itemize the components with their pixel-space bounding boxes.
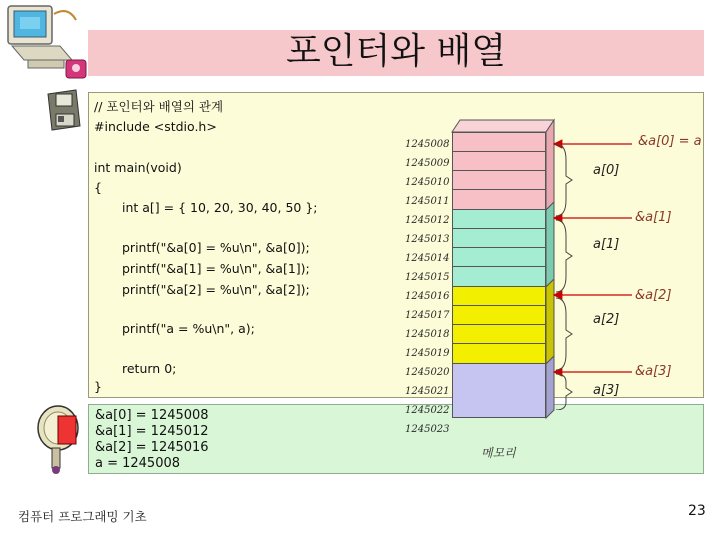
code-printf-a1: printf("&a[1] = %u\n", &a[1]); (122, 261, 310, 276)
element-brace (556, 374, 572, 410)
pointer-label: &a[1] (635, 210, 672, 225)
page-number: 23 (688, 503, 706, 519)
code-printf-a: printf("a = %u\n", a); (122, 321, 255, 336)
memory-cell (452, 209, 546, 229)
memory-address: 1245019 (405, 348, 450, 359)
arrows-and-braces (540, 120, 700, 410)
memory-cell (452, 363, 546, 418)
memory-address: 1245008 (405, 139, 450, 150)
floppy-disk-icon (44, 88, 84, 132)
memory-cell (452, 343, 546, 364)
memory-address: 1245009 (405, 158, 450, 169)
memory-address: 1245012 (405, 215, 450, 226)
memory-cell (452, 247, 546, 267)
memory-label: 메모리 (481, 446, 516, 460)
magnifier-icon (32, 402, 82, 474)
memory-address: 1245022 (405, 405, 450, 416)
memory-address: 1245017 (405, 310, 450, 321)
element-label: a[2] (593, 312, 620, 327)
memory-cell (452, 189, 546, 210)
code-printf-a0: printf("&a[0] = %u\n", &a[0]); (122, 240, 310, 255)
output-line: a = 1245008 (95, 456, 181, 471)
code-close-brace: } (94, 379, 102, 394)
memory-cell (452, 132, 546, 152)
code-comment: // 포인터와 배열의 관계 (94, 99, 224, 114)
code-open-brace: { (94, 180, 102, 195)
memory-address: 1245011 (405, 196, 450, 207)
memory-cell (452, 266, 546, 287)
memory-address: 1245020 (405, 367, 450, 378)
memory-address: 1245010 (405, 177, 450, 188)
memory-address: 1245014 (405, 253, 450, 264)
pointer-label: &a[3] (635, 364, 672, 379)
memory-address: 1245013 (405, 234, 450, 245)
memory-address: 1245023 (405, 424, 450, 435)
memory-cell (452, 305, 546, 325)
memory-cell (452, 170, 546, 190)
slide-title: 포인터와 배열 (285, 31, 507, 72)
code-main: int main(void) (94, 160, 182, 175)
memory-address: 1245021 (405, 386, 450, 397)
memory-cell (452, 286, 546, 306)
element-label: a[0] (593, 163, 620, 178)
memory-address: 1245015 (405, 272, 450, 283)
element-brace (556, 144, 572, 216)
element-brace (556, 220, 572, 292)
memory-cell (452, 228, 546, 248)
memory-cell (452, 324, 546, 344)
code-return: return 0; (122, 361, 177, 376)
footer-text: 컴퓨터 프로그래밍 기초 (18, 509, 147, 524)
computer-icon (2, 2, 88, 80)
element-label: a[3] (593, 383, 620, 398)
code-array-decl: int a[] = { 10, 20, 30, 40, 50 }; (122, 200, 318, 215)
output-line: &a[1] = 1245012 (95, 424, 209, 439)
pointer-label: &a[2] (635, 288, 672, 303)
memory-cell (452, 151, 546, 171)
memory-address: 1245018 (405, 329, 450, 340)
output-line: &a[0] = 1245008 (95, 408, 209, 423)
pointer-label: &a[0] = a (638, 134, 702, 149)
memory-address: 1245016 (405, 291, 450, 302)
code-include: #include <stdio.h> (94, 119, 217, 134)
output-line: &a[2] = 1245016 (95, 440, 209, 455)
element-brace (556, 298, 572, 370)
code-printf-a2: printf("&a[2] = %u\n", &a[2]); (122, 282, 310, 297)
element-label: a[1] (593, 237, 620, 252)
